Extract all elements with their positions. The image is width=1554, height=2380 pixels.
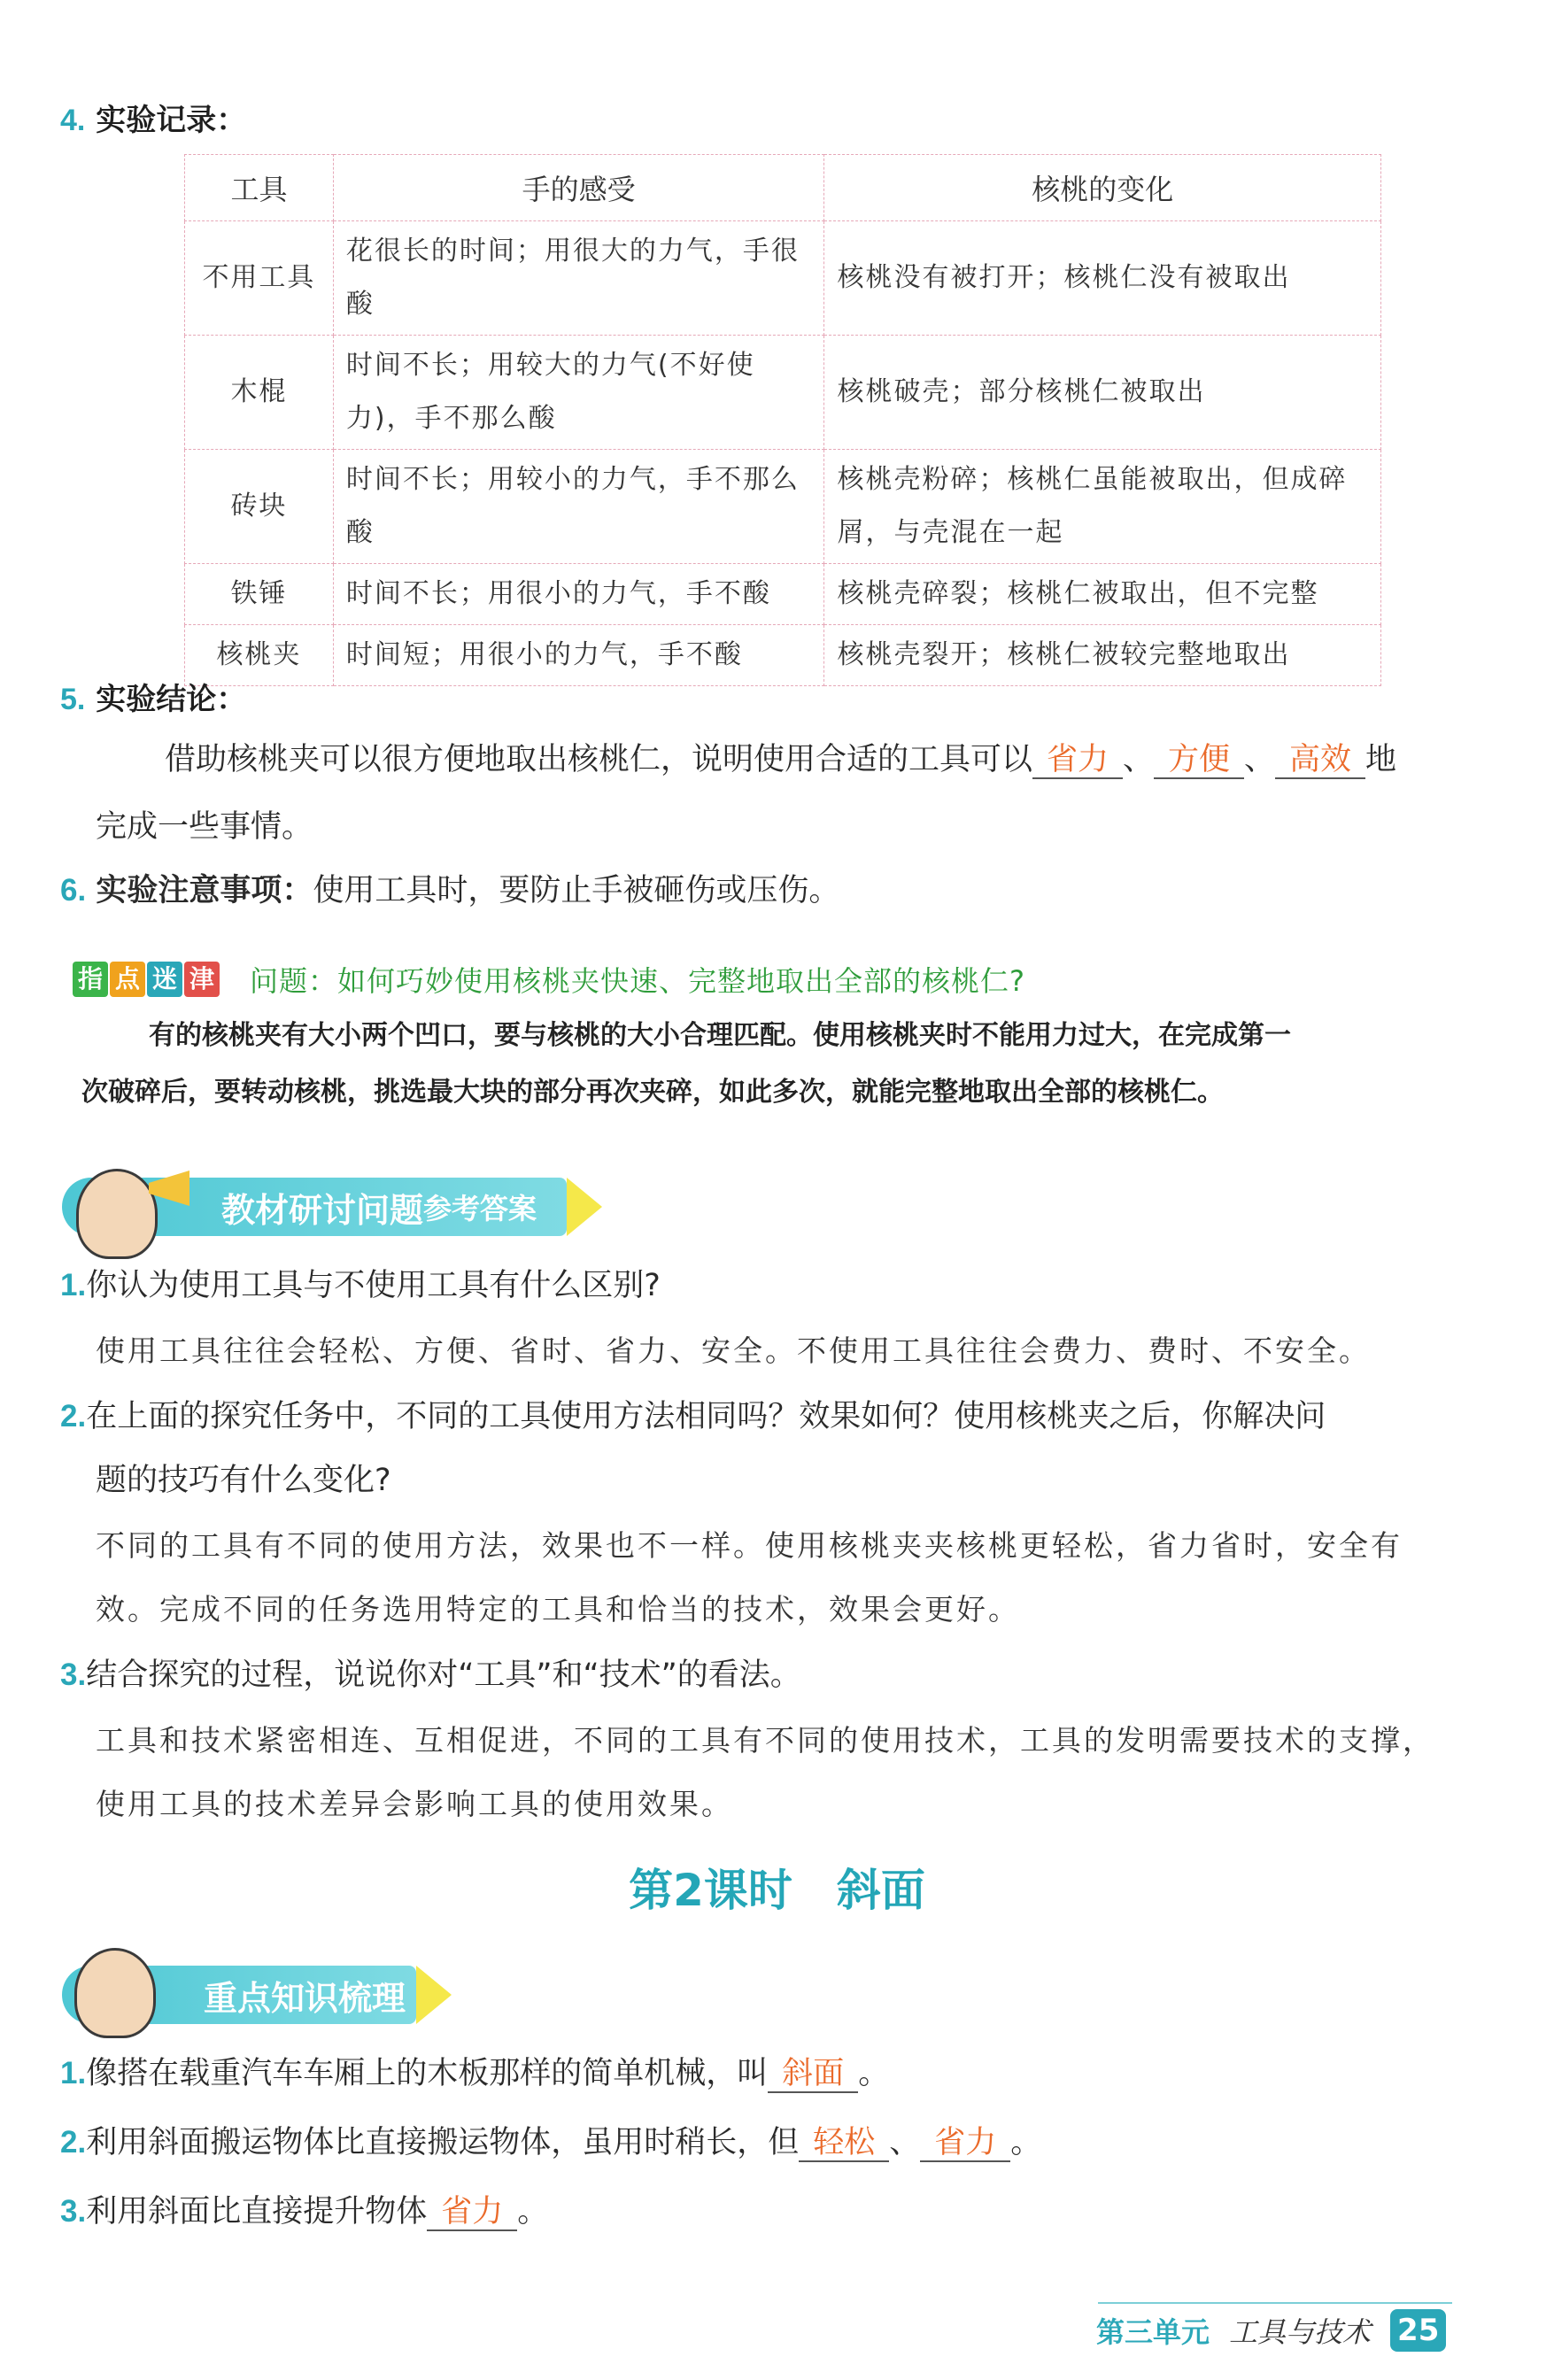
cell-feeling: 时间短；用很小的力气，手不酸	[333, 625, 824, 686]
answer-blank: 省力	[1032, 742, 1123, 779]
footer-topic: 工具与技术	[1229, 2315, 1372, 2349]
cell-tool: 铁锤	[185, 564, 334, 625]
cell-change: 核桃壳粉碎；核桃仁虽能被取出，但成碎屑，与壳混在一起	[824, 450, 1381, 564]
discussion-banner-title: 教材研讨问题	[221, 1190, 424, 1230]
cell-change: 核桃壳碎裂；核桃仁被取出，但不完整	[824, 564, 1381, 625]
key-text-after: 。	[1010, 2125, 1042, 2160]
tip-header	[73, 959, 1025, 1000]
tip-badge	[73, 962, 220, 997]
cell-tool: 木棍	[185, 336, 334, 450]
cell-feeling: 时间不长；用较小的力气，手不那么酸	[333, 450, 824, 564]
header-feeling: 手的感受	[333, 155, 824, 221]
notice-text: 使用工具时，要防止手被砸伤或压伤。	[313, 873, 840, 908]
tip-badge-char: 迷	[147, 962, 182, 997]
tip-line1: 有的核桃夹有大小两个凹口，要与核桃的大小合理匹配。使用核桃夹时不能用力过大，在完成第一	[149, 1020, 1291, 1051]
banner-tail	[567, 1178, 602, 1236]
notice-title: 实验注意事项：	[96, 873, 313, 908]
discussion-a2: 不同的工具有不同的使用方法，效果也不一样。使用核桃夹夹核桃更轻松，省力省时，安全有	[96, 1528, 1403, 1563]
question-num: 3.	[60, 1658, 87, 1692]
answer-blank: 斜面	[768, 2056, 858, 2093]
key-item-3	[60, 2180, 548, 2244]
conclusion-text-after: 地	[1365, 742, 1397, 777]
cell-feeling: 花很长的时间；用很大的力气，手很酸	[333, 221, 824, 336]
separator: 、	[1123, 742, 1155, 777]
separator: 、	[1244, 742, 1276, 777]
question-num: 1.	[60, 1268, 87, 1302]
discussion-q1	[60, 1254, 661, 1318]
answer-blank: 方便	[1154, 742, 1244, 779]
key-text: 利用斜面搬运物体比直接搬运物体，虽用时稍长，但	[86, 2125, 800, 2160]
question-text: 在上面的探究任务中，不同的工具使用方法相同吗？效果如何？使用核桃夹之后，你解决问	[86, 1399, 1326, 1434]
table-row	[185, 564, 1381, 625]
answer-blank: 省力	[920, 2125, 1010, 2162]
discussion-q3	[60, 1643, 801, 1707]
tip-badge-char: 点	[110, 962, 145, 997]
key-text: 利用斜面比直接提升物体	[86, 2194, 428, 2229]
cell-tool: 砖块	[185, 450, 334, 564]
notice-num: 6.	[60, 873, 87, 908]
key-text: 像搭在载重汽车车厢上的木板那样的简单机械，叫	[86, 2056, 769, 2091]
key-item-1	[60, 2042, 889, 2106]
cell-change: 核桃破壳；部分核桃仁被取出	[824, 336, 1381, 450]
lesson-title: 第2课时 斜面	[629, 1865, 925, 1916]
tip-badge-char: 津	[184, 962, 220, 997]
footer	[1096, 2309, 1446, 2352]
separator: 、	[889, 2125, 921, 2160]
table-header-row	[185, 155, 1381, 221]
discussion-a3: 工具和技术紧密相连、互相促进，不同的工具有不同的使用技术，工具的发明需要技术的支撑，	[96, 1723, 1434, 1758]
cell-feeling: 时间不长；用较大的力气(不好使力)，手不那么酸	[333, 336, 824, 450]
record-heading	[60, 96, 246, 139]
page-number: 25	[1390, 2309, 1446, 2352]
banner-tail	[416, 1966, 452, 2024]
header-change: 核桃的变化	[824, 155, 1381, 221]
mascot-avatar	[74, 1948, 156, 2038]
key-num: 2.	[60, 2125, 87, 2160]
tip-badge-char: 指	[73, 962, 108, 997]
question-text: 结合探究的过程，说说你对“工具”和“技术”的看法。	[86, 1658, 801, 1693]
footer-unit: 第三单元	[1096, 2315, 1210, 2349]
conclusion-line2: 完成一些事情。	[96, 809, 313, 845]
discussion-q2	[60, 1385, 1326, 1449]
answer-blank: 省力	[427, 2194, 517, 2231]
conclusion-text: 借助核桃夹可以很方便地取出核桃仁，说明使用合适的工具可以	[165, 742, 1033, 777]
cell-change: 核桃没有被打开；核桃仁没有被取出	[824, 221, 1381, 336]
cell-tool: 核桃夹	[185, 625, 334, 686]
record-title: 实验记录：	[96, 103, 247, 138]
header-tool: 工具	[185, 155, 334, 221]
key-text-after: 。	[517, 2194, 549, 2229]
key-item-2	[60, 2111, 1041, 2175]
key-num: 3.	[60, 2194, 87, 2229]
discussion-q2-line2: 题的技巧有什么变化?	[96, 1463, 391, 1498]
notice-line	[60, 859, 839, 923]
cell-change: 核桃壳裂开；核桃仁被较完整地取出	[824, 625, 1381, 686]
footer-divider	[1098, 2302, 1452, 2304]
table-row	[185, 221, 1381, 336]
key-banner-title: 重点知识梳理	[204, 1978, 406, 2018]
mascot-avatar	[76, 1169, 158, 1259]
key-text-after: 。	[858, 2056, 890, 2091]
key-num: 1.	[60, 2056, 87, 2090]
conclusion-num: 5.	[60, 683, 86, 716]
cell-tool: 不用工具	[185, 221, 334, 336]
answer-blank: 高效	[1275, 742, 1365, 779]
table-row	[185, 625, 1381, 686]
discussion-a2-line2: 效。完成不同的任务选用特定的工具和恰当的技术，效果会更好。	[96, 1592, 1020, 1627]
conclusion-line1	[165, 728, 1493, 792]
discussion-a3-line2: 使用工具的技术差异会影响工具的使用效果。	[96, 1787, 733, 1821]
discussion-banner-tag: 参考答案	[423, 1192, 537, 1225]
tip-line2: 次破碎后，要转动核桃，挑选最大块的部分再次夹碎，如此多次，就能完整地取出全部的核桃仁。	[81, 1077, 1224, 1108]
conclusion-heading	[60, 675, 246, 718]
tip-question: 问题：如何巧妙使用核桃夹快速、完整地取出全部的核桃仁?	[250, 964, 1025, 998]
cell-feeling: 时间不长；用很小的力气，手不酸	[333, 564, 824, 625]
conclusion-title: 实验结论：	[96, 682, 247, 717]
question-num: 2.	[60, 1399, 87, 1433]
discussion-a1: 使用工具往往会轻松、方便、省时、省力、安全。不使用工具往往会费力、费时、不安全。	[96, 1333, 1371, 1368]
question-text: 你认为使用工具与不使用工具有什么区别?	[86, 1268, 661, 1303]
answer-blank: 轻松	[799, 2125, 889, 2162]
table-row	[185, 336, 1381, 450]
table-row	[185, 450, 1381, 564]
record-table	[184, 154, 1381, 686]
record-num: 4.	[60, 104, 86, 137]
